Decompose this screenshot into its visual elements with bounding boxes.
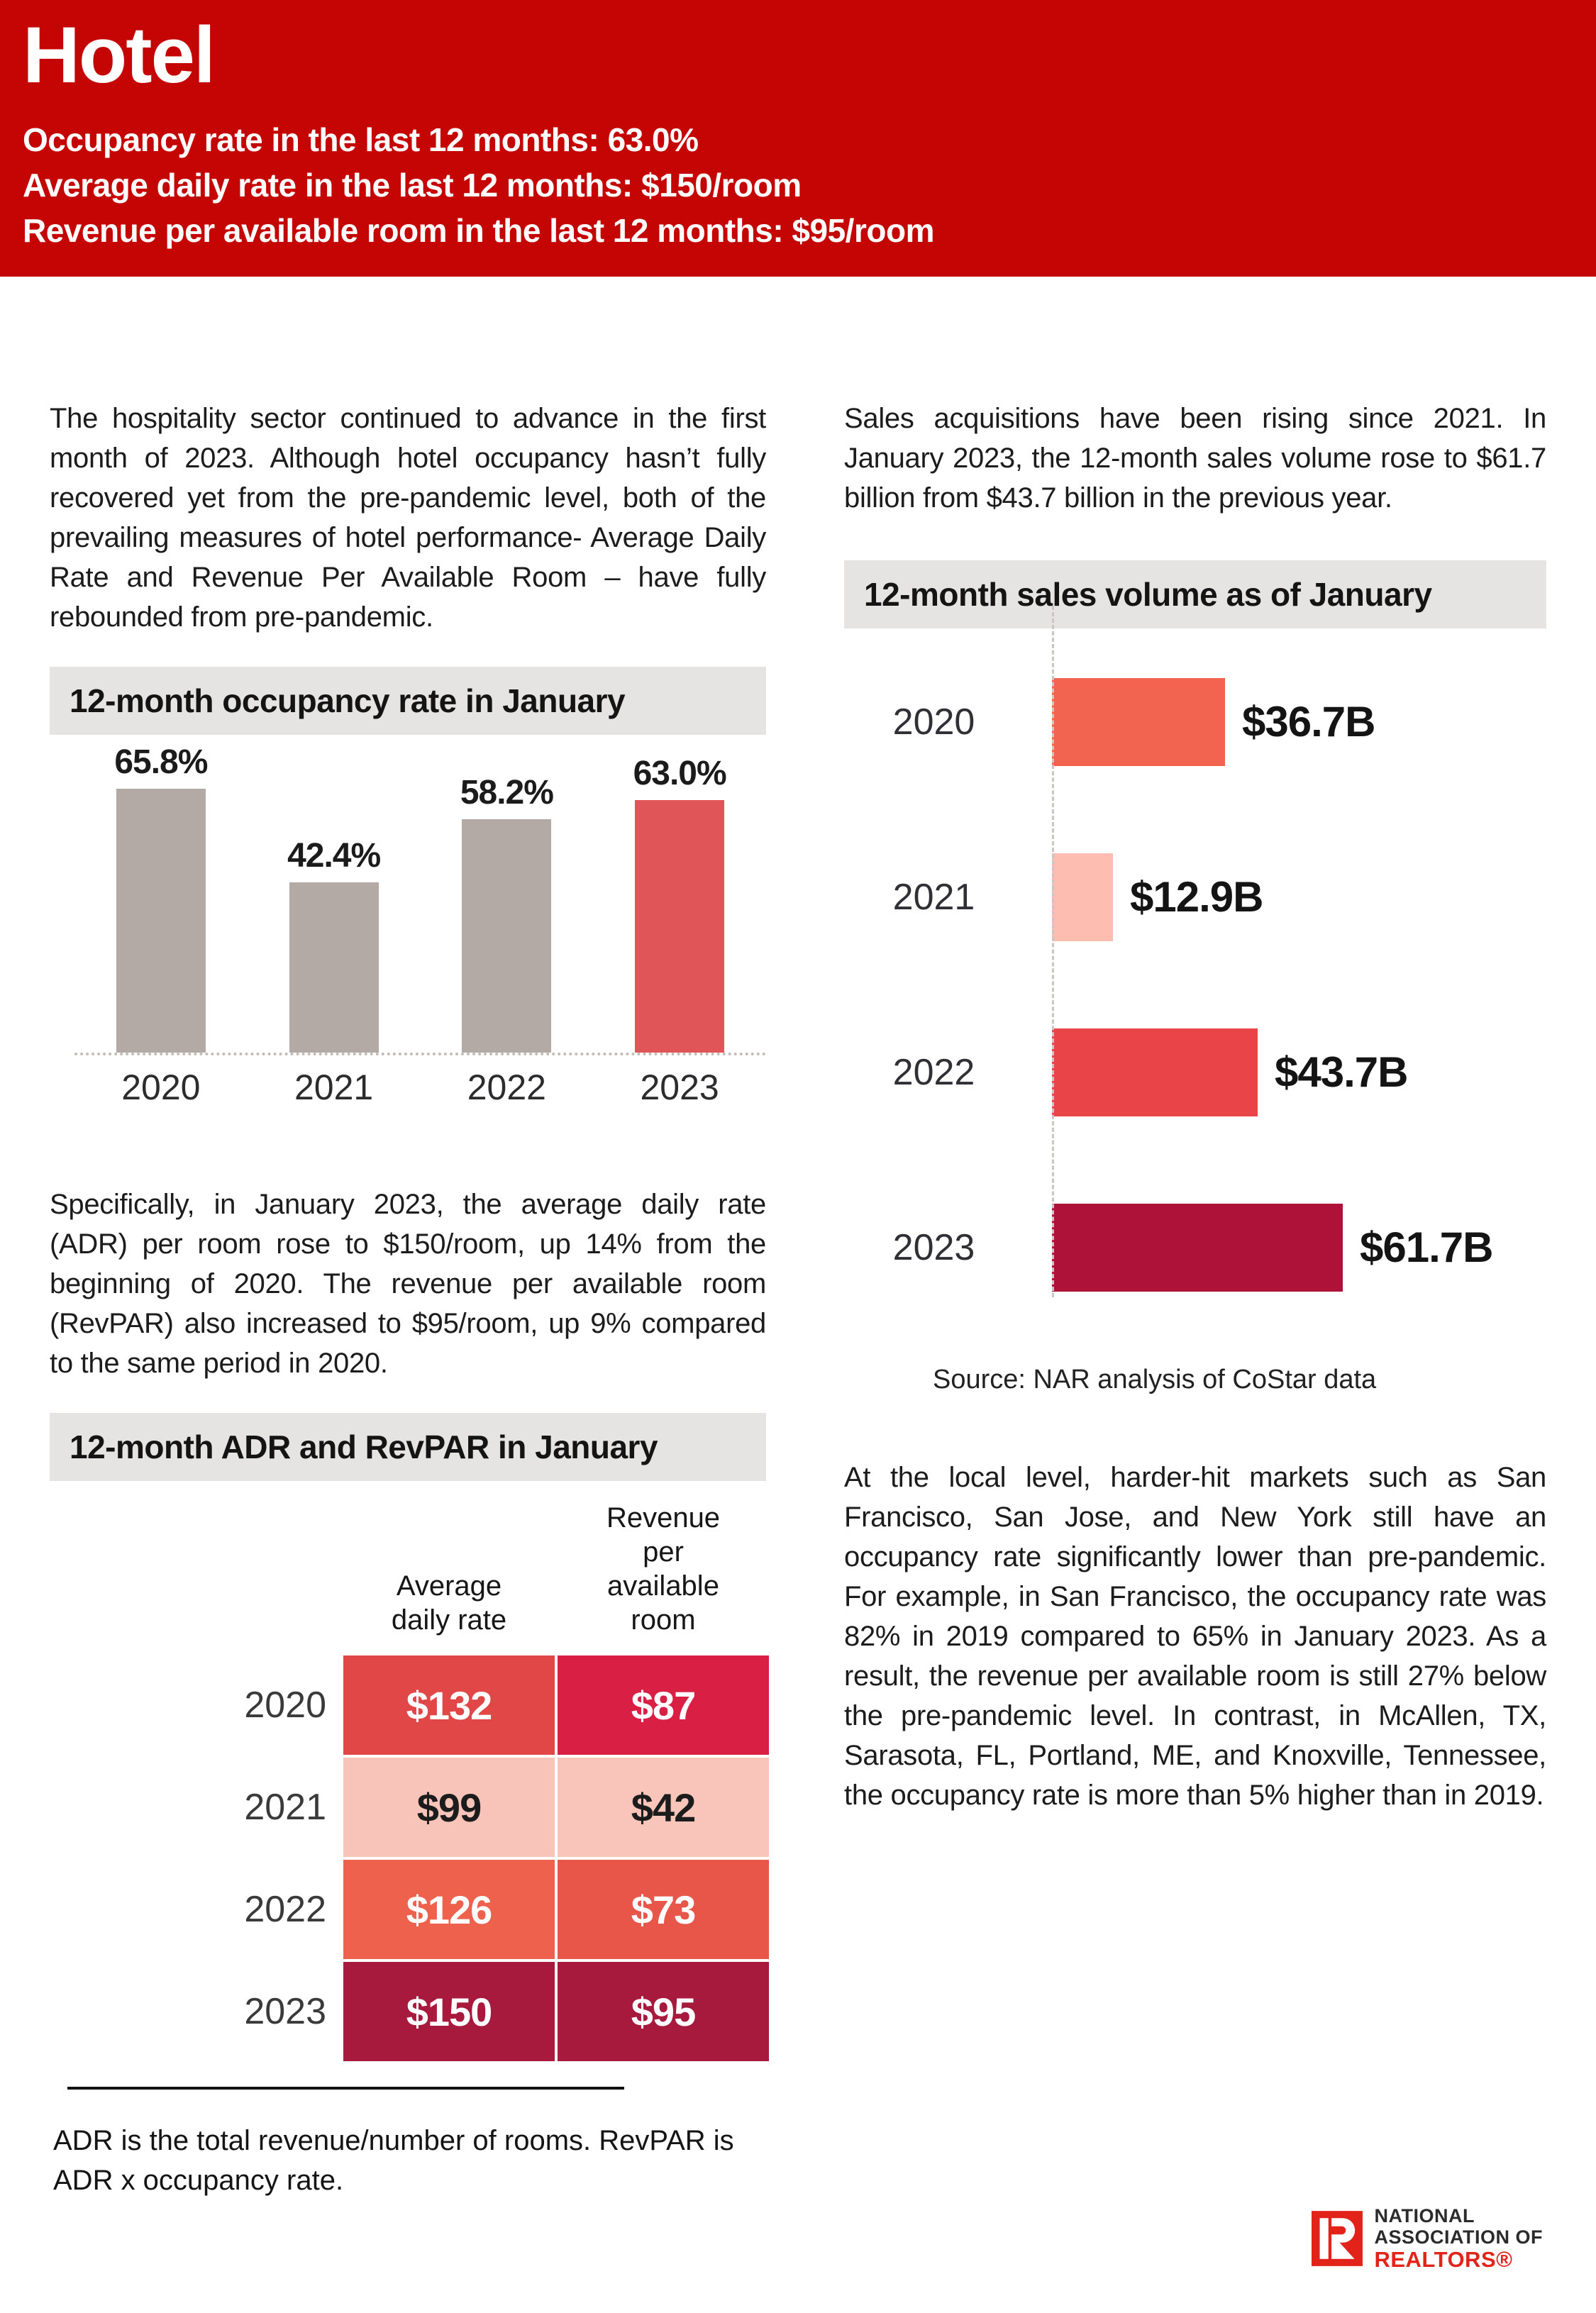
nar-logo-text [1374, 2205, 1543, 2272]
sales-bar [1052, 678, 1225, 766]
y-axis-tick-label: 2021 [892, 876, 975, 918]
occupancy-chart-title: 12-month occupancy rate in January [50, 667, 766, 735]
table-row-year: 2021 [244, 1787, 326, 1828]
occupancy-bar-group [421, 773, 594, 1053]
y-axis-tick-label: 2023 [892, 1226, 975, 1268]
occupancy-bar-group [593, 754, 766, 1053]
right-column [844, 277, 1546, 1815]
table-row-year: 2020 [244, 1685, 326, 1726]
column-header-revpar-text: Revenue per available room [606, 1502, 721, 1636]
header-stats [23, 117, 1568, 253]
nar-logo-line1: NATIONAL [1374, 2205, 1475, 2226]
sales-bar-row [844, 809, 1546, 984]
nar-logo-r-icon [1312, 2211, 1363, 2266]
nar-logo [1312, 2205, 1543, 2272]
footnote: ADR is the total revenue/number of rooms. RevPAR is ADR x occupancy rate. [53, 2125, 734, 2196]
table-cell-adr: $99 [343, 1758, 555, 1857]
bar-value-label: $36.7B [1242, 698, 1375, 745]
sales-volume-chart [844, 634, 1546, 1335]
occupancy-bar [289, 882, 379, 1053]
page-title: Hotel [23, 11, 214, 99]
sales-bar-row [844, 984, 1546, 1160]
bar-value-label: $61.7B [1360, 1224, 1493, 1271]
paragraph-hospitality: The hospitality sector continued to advance in the first month of 2023. Although hotel occupancy hasn’t fully recovered yet from the pre-pandemic level, both of the prevailing measures of hotel performance- Average Daily Rate and Revenue Per Available Room – have fully rebounded from pre-pandemic. [50, 403, 766, 633]
chart-axis-line [1052, 606, 1054, 1297]
stat-adr: Average daily rate in the last 12 months: $150/room [23, 166, 802, 204]
table-cell-revpar: $95 [558, 1962, 769, 2061]
sales-chart-title: 12-month sales volume as of January [844, 560, 1546, 628]
sales-bar [1052, 853, 1113, 941]
table-corner-spacer [50, 1501, 340, 1653]
occupancy-x-axis [74, 1055, 766, 1108]
nar-logo-line3: REALTORS® [1374, 2247, 1513, 2272]
footnote-divider [67, 2087, 624, 2090]
x-axis-tick-label: 2020 [121, 1067, 201, 1107]
chart-source: Source: NAR analysis of CoStar data [933, 1365, 1377, 1394]
y-axis-tick-label: 2020 [892, 701, 975, 743]
table-cell-adr: $126 [343, 1860, 555, 1959]
column-header-revpar [558, 1501, 769, 1653]
bar-value-label: 58.2% [460, 774, 553, 811]
adr-table-title: 12-month ADR and RevPAR in January [50, 1413, 766, 1481]
column-header-adr [343, 1501, 555, 1653]
occupancy-bar [116, 789, 206, 1053]
paragraph-local-markets: At the local level, harder-hit markets such as San Francisco, San Jose, and New York still have an occupancy rate significantly lower than pre-pandemic. For example, in San Francisco, the occupancy rate was 82% in 2019 compared to 65% in January 2023. As a result, the revenue per available room is still 27% below the pre-pandemic level. In contrast, in McAllen, TX, Sarasota, FL, Portland, ME, and Knoxville, Tennessee, the occupancy rate is more than 5% higher than in 2019. [844, 1462, 1546, 1811]
stat-revpar: Revenue per available room in the last 12 months: $95/room [23, 211, 934, 249]
table-row-year: 2023 [244, 1991, 326, 2032]
bar-value-label: 42.4% [287, 837, 381, 875]
x-axis-tick-label: 2021 [294, 1067, 374, 1107]
occupancy-bar [462, 819, 551, 1053]
paragraph-adr-revpar: Specifically, in January 2023, the average daily rate (ADR) per room rose to $150/room, up 14% from the beginning of 2020. The revenue per available room (RevPAR) also increased to $95/room, up 9% compared to the same period in 2020. [50, 1189, 766, 1379]
paragraph-sales: Sales acquisitions have been rising since 2021. In January 2023, the 12-month sales volume rose to $61.7 billion from $43.7 billion in the previous year. [844, 403, 1546, 514]
report-header [0, 0, 1596, 277]
bar-value-label: $12.9B [1130, 873, 1263, 921]
table-cell-revpar: $73 [558, 1860, 769, 1959]
sales-bar-row [844, 634, 1546, 809]
left-column [50, 277, 766, 2200]
nar-logo-line2: ASSOCIATION OF [1374, 2226, 1543, 2248]
table-cell-adr: $150 [343, 1962, 555, 2061]
y-axis-tick-label: 2022 [892, 1051, 975, 1093]
x-axis-tick-label: 2022 [467, 1067, 546, 1107]
occupancy-plot-area [74, 743, 766, 1055]
occupancy-bar-group [74, 743, 248, 1053]
occupancy-bar-chart [50, 743, 766, 1108]
stat-occupancy: Occupancy rate in the last 12 months: 63.0% [23, 121, 699, 158]
occupancy-bar-group [248, 836, 421, 1053]
bar-value-label: 63.0% [633, 755, 726, 792]
table-cell-revpar: $87 [558, 1655, 769, 1755]
occupancy-bar [635, 800, 724, 1053]
bar-value-label: 65.8% [114, 743, 208, 781]
bar-value-label: $43.7B [1275, 1048, 1408, 1096]
table-cell-revpar: $42 [558, 1758, 769, 1857]
two-column-body [0, 277, 1596, 2200]
x-axis-tick-label: 2023 [640, 1067, 719, 1107]
sales-bar-row [844, 1160, 1546, 1335]
table-cell-adr: $132 [343, 1655, 555, 1755]
adr-revpar-table [50, 1501, 766, 2061]
table-row-year: 2022 [244, 1889, 326, 1930]
sales-bar [1052, 1204, 1343, 1292]
sales-bar [1052, 1028, 1258, 1116]
column-header-adr-text: Average daily rate [391, 1570, 507, 1636]
